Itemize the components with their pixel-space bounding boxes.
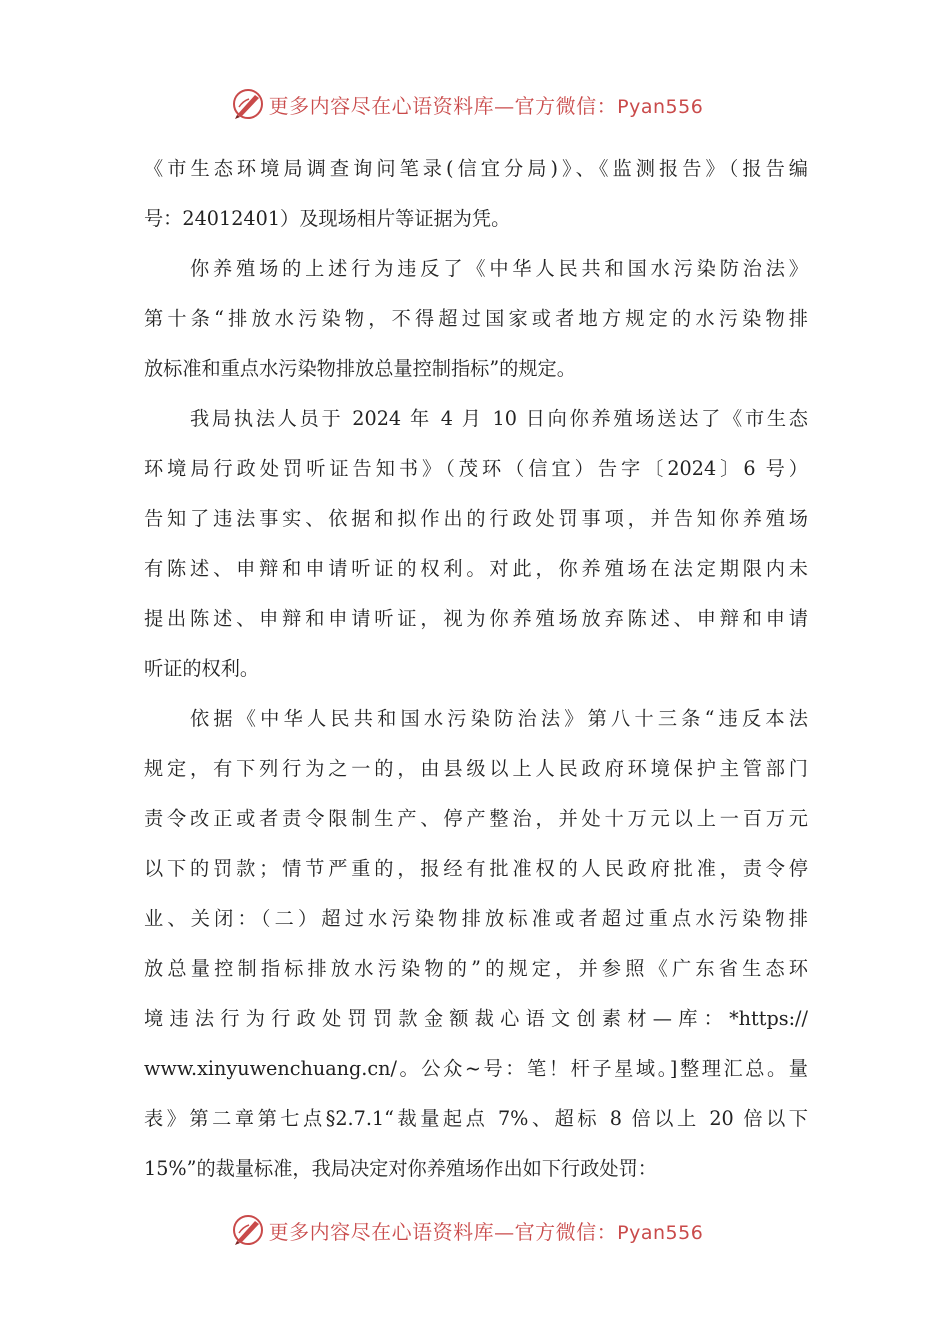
text-line: 以下的罚款；情节严重的，报经有批准权的人民政府批准，责令停 <box>144 857 808 880</box>
text-line: 有陈述、申辩和申请听证的权利。对此，你养殖场在法定期限内未 <box>144 557 808 580</box>
text-line: 第十条“排放水污染物，不得超过国家或者地方规定的水污染物排 <box>144 307 808 330</box>
banner-text <box>269 1216 704 1245</box>
banner-main-text: 更多内容尽在心语资料库—官方微信： <box>268 1219 618 1244</box>
paragraph <box>144 246 808 396</box>
text-line: 提出陈述、申辩和申请听证，视为你养殖场放弃陈述、申辩和申请 <box>144 607 808 630</box>
paragraph <box>144 146 808 246</box>
banner-main-text: 更多内容尽在心语资料库—官方微信： <box>268 93 618 118</box>
text-line: 放总量控制指标排放水污染物的”的规定，并参照《广东省生态环 <box>144 957 808 980</box>
text-line: www.xinyuwenchuang.cn/。公众~号：笔！杆子星域。]整理汇总。量 <box>144 1057 808 1080</box>
banner-text <box>269 90 704 119</box>
pen-logo-icon <box>231 1213 265 1247</box>
text-line: 业、关闭：（二）超过水污染物排放标准或者超过重点水污染物排 <box>144 907 808 930</box>
paragraph <box>144 696 808 1196</box>
text-line: 号：24012401）及现场相片等证据为凭。 <box>144 207 511 230</box>
text-line: 表》第二章第七点§2.7.1“裁量起点 7%、超标 8 倍以上 20 倍以下 <box>144 1107 808 1130</box>
text-line: 我局执法人员于 2024 年 4 月 10 日向你养殖场送达了《市生态 <box>190 407 808 430</box>
text-line: 责令改正或者责令限制生产、停产整治，并处十万元以上一百万元 <box>144 807 808 830</box>
header-watermark-banner <box>0 84 950 124</box>
text-line: 《市生态环境局调查询问笔录(信宜分局)》、《监测报告》（报告编 <box>144 157 808 180</box>
text-line: 放标准和重点水污染物排放总量控制指标”的规定。 <box>144 357 576 380</box>
document-body <box>144 146 808 1196</box>
banner-wechat-id: Pyan556 <box>617 1221 704 1244</box>
banner-wechat-id: Pyan556 <box>617 95 704 118</box>
text-line: 你养殖场的上述行为违反了《中华人民共和国水污染防治法》 <box>190 257 808 280</box>
text-line: 依据《中华人民共和国水污染防治法》第八十三条“违反本法 <box>190 707 808 730</box>
paragraph <box>144 396 808 696</box>
text-line: 听证的权利。 <box>144 657 260 680</box>
text-line: 规定，有下列行为之一的，由县级以上人民政府环境保护主管部门 <box>144 757 808 780</box>
pen-logo-icon <box>231 87 265 121</box>
text-line: 15%”的裁量标准，我局决定对你养殖场作出如下行政处罚： <box>144 1157 657 1180</box>
text-line: 境违法行为行政处罚罚款金额裁心语文创素材—库：*https:// <box>144 1007 808 1030</box>
text-line: 告知了违法事实、依据和拟作出的行政处罚事项，并告知你养殖场 <box>144 507 808 530</box>
footer-watermark-banner <box>0 1210 950 1250</box>
text-line: 环境局行政处罚听证告知书》（茂环（信宜）告字〔2024〕6 号） <box>144 457 808 480</box>
